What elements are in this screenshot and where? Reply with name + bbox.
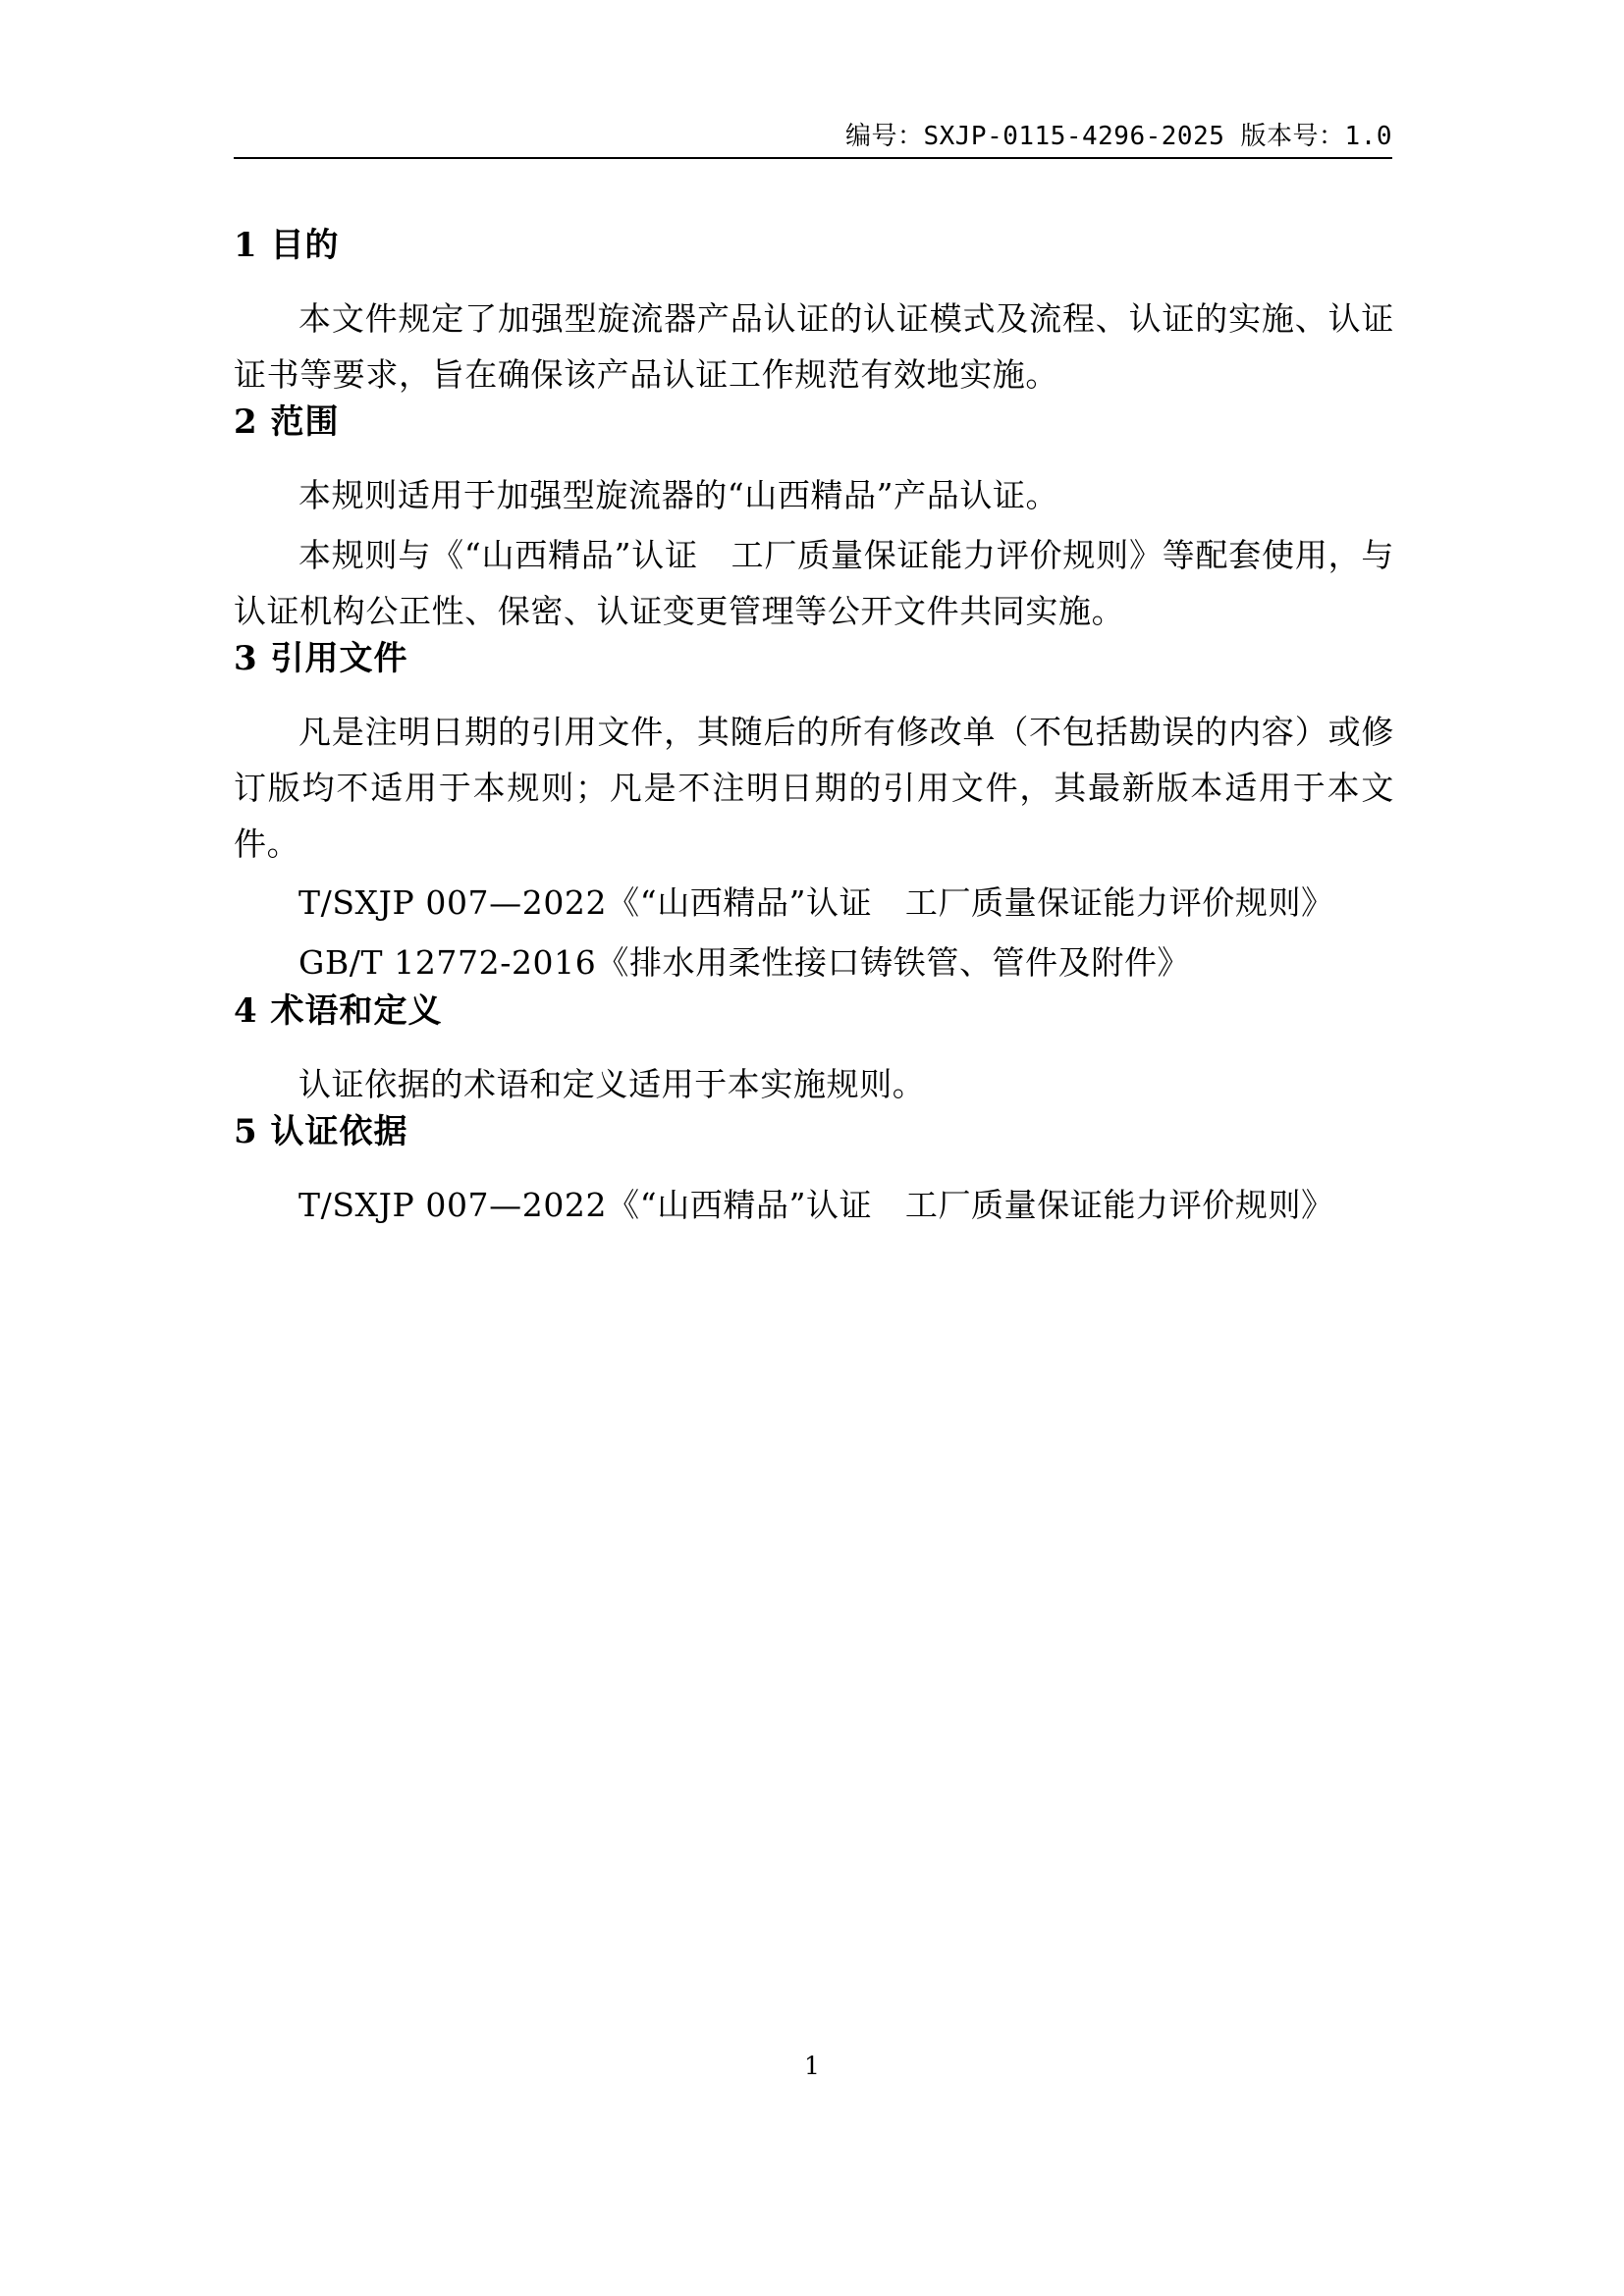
section-2-paragraph-1: 本规则适用于加强型旋流器的“山西精品”产品认证。 xyxy=(298,476,1059,515)
section-3-reference-2: GB/T 12772-2016《排水用柔性接口铸铁管、管件及附件》 xyxy=(298,943,1191,983)
section-4-paragraph-1: 认证依据的术语和定义适用于本实施规则。 xyxy=(298,1064,926,1103)
section-heading-1: 1 目的 xyxy=(234,226,340,265)
section-3-paragraph-1: 凡是注明日期的引用文件，其随后的所有修改单（不包括勘误的内容）或修订版均不适用于本规则；凡是不注明日期的引用文件，其最新版本适用于本文件。 xyxy=(234,713,1394,863)
page-header: 编号：SXJP-0115-4296-2025 版本号：1.0 xyxy=(844,122,1392,151)
section-2-paragraph-2: 本规则与《“山西精品”认证 工厂质量保证能力评价规则》等配套使用，与认证机构公正性、保密、认证变更管理等公开文件共同实施。 xyxy=(234,535,1394,630)
section-3-reference-1: T/SXJP 007—2022《“山西精品”认证 工厂质量保证能力评价规则》 xyxy=(298,883,1334,923)
section-1-paragraph-1: 本文件规定了加强型旋流器产品认证的认证模式及流程、认证的实施、认证证书等要求，旨在确保该产品认证工作规范有效地实施。 xyxy=(234,298,1394,394)
page-number: 1 xyxy=(804,2052,820,2080)
section-heading-2: 2 范围 xyxy=(234,402,340,443)
header-divider xyxy=(234,157,1392,159)
section-heading-3: 3 引用文件 xyxy=(234,639,408,679)
document-body xyxy=(234,226,1394,1234)
section-heading-4: 4 术语和定义 xyxy=(234,990,443,1031)
section-5-paragraph-1: T/SXJP 007—2022《“山西精品”认证 工厂质量保证能力评价规则》 xyxy=(298,1186,1334,1225)
section-heading-5: 5 认证依据 xyxy=(234,1112,408,1152)
